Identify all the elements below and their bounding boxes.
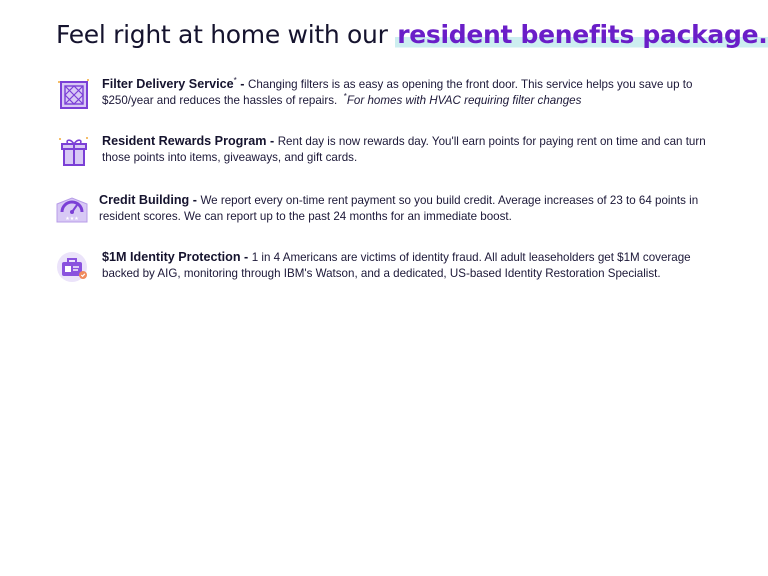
- benefit-body: Rent day is now rewards day. You'll earn points for paying rent on time and can turn those points into items, giveaways, and gift cards.: [102, 135, 706, 164]
- page-headline: [56, 20, 768, 49]
- benefit-title: Credit Building: [99, 193, 190, 207]
- benefit-body: Changing filters is as easy as opening the front door. This service helps you save up to $250/year and reduces the hassles of repairs.: [102, 78, 693, 107]
- benefit-filter-delivery: [54, 76, 724, 112]
- gift-box-icon: [54, 133, 92, 169]
- benefit-rewards-program: [54, 133, 724, 169]
- benefit-text: [99, 192, 724, 225]
- benefit-separator: -: [189, 193, 201, 207]
- title-asterisk: *: [233, 76, 237, 86]
- benefit-title: Filter Delivery Service: [102, 77, 234, 91]
- headline-prefix: Feel right at home with our: [56, 20, 396, 49]
- headline-highlight: resident benefits package.: [397, 20, 768, 49]
- note-asterisk: *: [343, 92, 347, 102]
- benefit-note: For homes with HVAC requiring filter changes: [346, 94, 582, 107]
- benefit-body: We report every on-time rent payment so you build credit. Average increases of 23 to 64 points in resident scores. We can report up to the past 24 months for an immediate boost.: [99, 194, 699, 223]
- benefit-body: 1 in 4 Americans are victims of identity fraud. All adult leaseholders get $1M coverage backed by AIG, monitoring through IBM's Watson, and a dedicated, US-based Identity Restoration Specialist.: [102, 251, 691, 280]
- svg-text:★★★: ★★★: [65, 216, 79, 222]
- identity-shield-icon: [54, 249, 92, 285]
- benefit-text: [102, 76, 724, 109]
- benefit-title: $1M Identity Protection: [102, 250, 241, 264]
- benefit-separator: -: [240, 250, 252, 264]
- filter-grid-icon: [54, 76, 92, 112]
- benefit-identity-protection: [54, 249, 724, 285]
- benefit-title: Resident Rewards Program: [102, 134, 267, 148]
- benefit-separator: -: [266, 134, 278, 148]
- benefit-separator: -: [236, 77, 248, 91]
- benefit-text: [102, 249, 724, 282]
- benefit-text: [102, 133, 724, 166]
- benefit-credit-building: [54, 192, 724, 228]
- credit-gauge-icon: [54, 192, 90, 228]
